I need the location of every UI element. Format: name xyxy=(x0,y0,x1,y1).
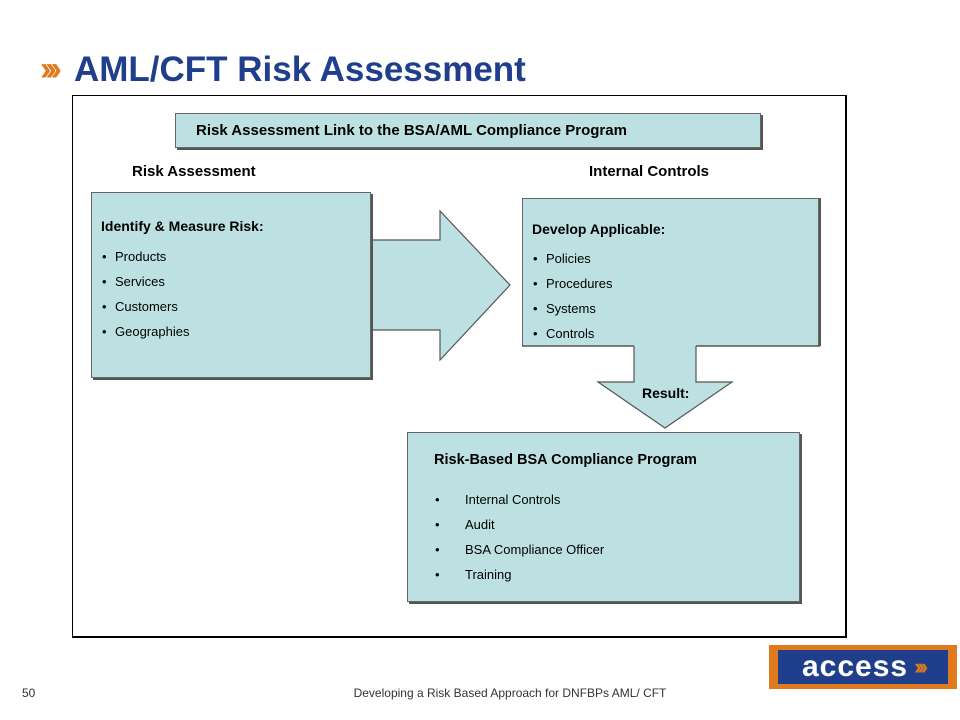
program-box xyxy=(407,432,800,602)
logo-word: access xyxy=(801,650,909,683)
list-item: • Customers xyxy=(102,294,189,319)
access-logo xyxy=(769,645,957,689)
list-item: • Systems xyxy=(533,296,612,321)
footer-text: Developing a Risk Based Approach for DNFBPs AML/ CFT xyxy=(353,686,667,700)
list-item: • Products xyxy=(102,244,189,269)
right-heading: Internal Controls xyxy=(589,163,710,180)
list-item: • Procedures xyxy=(533,271,612,296)
program-box-title: Risk-Based BSA Compliance Program xyxy=(434,452,697,468)
logo-chevron-icon: ››› xyxy=(914,654,925,679)
banner-text: Risk Assessment Link to the BSA/AML Compliance Program xyxy=(196,122,627,139)
controls-box-title: Develop Applicable: xyxy=(532,221,666,237)
list-item: • BSA Compliance Officer xyxy=(435,537,604,562)
list-item: • Training xyxy=(435,562,604,587)
page-number: 50 xyxy=(22,686,36,700)
logo-inner xyxy=(778,650,948,684)
list-item: • Geographies xyxy=(102,319,189,344)
list-item: • Policies xyxy=(533,246,612,271)
program-list xyxy=(435,487,604,587)
list-item: • Services xyxy=(102,269,189,294)
list-item: • Internal Controls xyxy=(435,487,604,512)
list-item: • Controls xyxy=(533,321,612,346)
title-chevron-icon: ››› xyxy=(40,50,56,88)
list-item: • Audit xyxy=(435,512,604,537)
left-heading: Risk Assessment xyxy=(132,163,256,180)
result-label: Result: xyxy=(642,385,690,401)
risk-box-title: Identify & Measure Risk: xyxy=(101,218,264,234)
page-title: AML/CFT Risk Assessment xyxy=(73,49,526,89)
